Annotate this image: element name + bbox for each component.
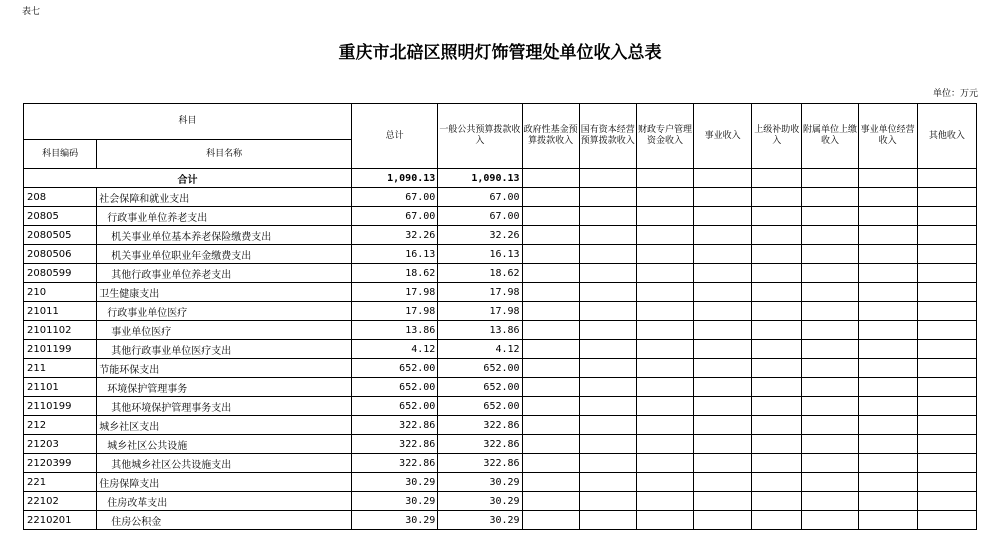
empty-cell (802, 435, 858, 454)
total-cell: 30.29 (352, 473, 438, 492)
empty-cell (694, 302, 752, 321)
empty-cell (522, 378, 579, 397)
empty-cell (636, 321, 693, 340)
empty-cell (522, 492, 579, 511)
empty-cell (522, 302, 579, 321)
empty-cell (752, 207, 802, 226)
total-general-value: 1,090.13 (438, 169, 522, 188)
empty-cell (858, 435, 917, 454)
empty-cell (752, 302, 802, 321)
subject-name: 其他行政事业单位医疗支出 (97, 340, 352, 359)
empty-cell (636, 511, 693, 530)
subject-code: 221 (24, 473, 97, 492)
empty-cell (522, 226, 579, 245)
empty-cell (694, 359, 752, 378)
subject-name: 其他城乡社区公共设施支出 (97, 454, 352, 473)
empty-cell (522, 416, 579, 435)
empty-cell (694, 378, 752, 397)
table-row (24, 283, 977, 302)
empty-cell (636, 283, 693, 302)
empty-cell (579, 397, 636, 416)
subject-code: 21101 (24, 378, 97, 397)
empty-cell (802, 397, 858, 416)
empty-cell (917, 473, 976, 492)
empty-cell (858, 492, 917, 511)
empty-cell (802, 264, 858, 283)
empty-cell (858, 416, 917, 435)
empty-cell (858, 397, 917, 416)
empty-cell (636, 359, 693, 378)
empty-cell (636, 302, 693, 321)
empty-cell (917, 359, 976, 378)
subject-code: 2080506 (24, 245, 97, 264)
empty-cell (858, 378, 917, 397)
empty-cell (522, 454, 579, 473)
page-title: 重庆市北碚区照明灯饰管理处单位收入总表 (338, 43, 662, 63)
empty-cell (802, 492, 858, 511)
empty-cell (802, 340, 858, 359)
empty-cell (579, 435, 636, 454)
empty-cell (636, 340, 693, 359)
empty-cell (858, 245, 917, 264)
empty-cell (579, 416, 636, 435)
table-row (24, 340, 977, 359)
empty-cell (694, 492, 752, 511)
empty-cell (694, 511, 752, 530)
table-row (24, 473, 977, 492)
empty-cell (917, 435, 976, 454)
subject-code: 212 (24, 416, 97, 435)
total-value: 1,090.13 (352, 169, 438, 188)
empty-cell (694, 473, 752, 492)
empty-cell (522, 435, 579, 454)
empty-cell (917, 340, 976, 359)
empty-cell (579, 264, 636, 283)
empty-cell (694, 435, 752, 454)
subject-name: 卫生健康支出 (97, 283, 352, 302)
empty-cell (917, 416, 976, 435)
general-budget-cell: 322.86 (438, 454, 522, 473)
empty-cell (802, 245, 858, 264)
header-business-income: 事业收入 (694, 104, 752, 169)
subject-code: 2080599 (24, 264, 97, 283)
total-row (24, 169, 977, 188)
empty-cell (858, 511, 917, 530)
empty-cell (917, 378, 976, 397)
empty-cell (802, 302, 858, 321)
general-budget-cell: 17.98 (438, 302, 522, 321)
empty-cell (802, 283, 858, 302)
empty-cell (694, 416, 752, 435)
subject-name: 城乡社区公共设施 (97, 435, 352, 454)
subject-code: 22102 (24, 492, 97, 511)
empty-cell (858, 359, 917, 378)
empty-cell (858, 302, 917, 321)
empty-cell (858, 226, 917, 245)
subject-name: 住房改革支出 (97, 492, 352, 511)
general-budget-cell: 18.62 (438, 264, 522, 283)
header-total: 总计 (352, 104, 438, 169)
empty-cell (802, 359, 858, 378)
header-special-account: 财政专户管理资金收入 (636, 104, 693, 169)
general-budget-cell: 652.00 (438, 397, 522, 416)
empty-cell (917, 226, 976, 245)
subject-code: 2110199 (24, 397, 97, 416)
general-budget-cell: 32.26 (438, 226, 522, 245)
empty-cell (858, 454, 917, 473)
empty-cell (858, 283, 917, 302)
table-row (24, 378, 977, 397)
subject-code: 208 (24, 188, 97, 207)
total-cell: 17.98 (352, 302, 438, 321)
empty-cell (752, 264, 802, 283)
empty-cell (917, 302, 976, 321)
empty-cell (752, 435, 802, 454)
empty-cell (579, 473, 636, 492)
empty-cell (636, 378, 693, 397)
empty-cell (579, 492, 636, 511)
subject-name: 其他环境保护管理事务支出 (97, 397, 352, 416)
table-row (24, 188, 977, 207)
subject-name: 事业单位医疗 (97, 321, 352, 340)
subject-name: 住房公积金 (97, 511, 352, 530)
header-state-capital: 国有资本经营预算拨款收入 (579, 104, 636, 169)
total-cell: 16.13 (352, 245, 438, 264)
empty-cell (636, 492, 693, 511)
header-other: 其他收入 (917, 104, 976, 169)
general-budget-cell: 13.86 (438, 321, 522, 340)
empty-cell (636, 435, 693, 454)
empty-cell (802, 454, 858, 473)
empty-cell (752, 283, 802, 302)
table-row (24, 226, 977, 245)
empty-cell (636, 207, 693, 226)
subject-code: 2101102 (24, 321, 97, 340)
table-row (24, 302, 977, 321)
empty-cell (858, 473, 917, 492)
total-cell: 30.29 (352, 511, 438, 530)
table-row (24, 511, 977, 530)
empty-cell (522, 511, 579, 530)
empty-cell (579, 207, 636, 226)
total-cell: 67.00 (352, 188, 438, 207)
total-cell: 13.86 (352, 321, 438, 340)
empty-cell (752, 416, 802, 435)
total-cell: 322.86 (352, 454, 438, 473)
empty-cell (636, 416, 693, 435)
empty-cell (858, 188, 917, 207)
subject-name: 其他行政事业单位养老支出 (97, 264, 352, 283)
empty-cell (752, 454, 802, 473)
table-row (24, 359, 977, 378)
table-number-label: 表七 (22, 7, 41, 17)
empty-cell (636, 188, 693, 207)
subject-code: 20805 (24, 207, 97, 226)
subject-name: 机关事业单位基本养老保险缴费支出 (97, 226, 352, 245)
empty-cell (917, 397, 976, 416)
table-row (24, 207, 977, 226)
empty-cell (579, 302, 636, 321)
empty-cell (636, 473, 693, 492)
empty-cell (858, 340, 917, 359)
empty-cell (694, 283, 752, 302)
general-budget-cell: 322.86 (438, 435, 522, 454)
empty-cell (752, 188, 802, 207)
header-gov-fund: 政府性基金预算拨款收入 (522, 104, 579, 169)
total-label: 合计 (24, 169, 352, 188)
empty-cell (694, 264, 752, 283)
empty-cell (694, 245, 752, 264)
empty-cell (802, 473, 858, 492)
table-row (24, 435, 977, 454)
empty-cell (917, 245, 976, 264)
subject-name: 机关事业单位职业年金缴费支出 (97, 245, 352, 264)
total-cell: 322.86 (352, 435, 438, 454)
empty-cell (579, 359, 636, 378)
total-cell: 652.00 (352, 359, 438, 378)
empty-cell (917, 454, 976, 473)
empty-cell (917, 207, 976, 226)
empty-cell (752, 473, 802, 492)
table-row (24, 397, 977, 416)
empty-cell (522, 188, 579, 207)
empty-cell (522, 321, 579, 340)
header-operation: 事业单位经营收入 (858, 104, 917, 169)
total-cell: 32.26 (352, 226, 438, 245)
subject-code: 210 (24, 283, 97, 302)
empty-cell (694, 321, 752, 340)
empty-cell (579, 454, 636, 473)
empty-cell (752, 359, 802, 378)
subject-name: 城乡社区支出 (97, 416, 352, 435)
empty-cell (752, 397, 802, 416)
general-budget-cell: 652.00 (438, 378, 522, 397)
general-budget-cell: 4.12 (438, 340, 522, 359)
empty-cell (802, 226, 858, 245)
header-subordinate: 附属单位上缴收入 (802, 104, 858, 169)
empty-cell (917, 492, 976, 511)
empty-cell (917, 188, 976, 207)
subject-name: 行政事业单位医疗 (97, 302, 352, 321)
table-row (24, 492, 977, 511)
empty-cell (752, 245, 802, 264)
empty-cell (522, 264, 579, 283)
empty-cell (636, 264, 693, 283)
header-subject-code: 科目编码 (24, 140, 97, 169)
empty-cell (522, 473, 579, 492)
empty-cell (522, 207, 579, 226)
empty-cell (802, 207, 858, 226)
subject-name: 节能环保支出 (97, 359, 352, 378)
header-higher-subsidy: 上级补助收入 (752, 104, 802, 169)
empty-cell (522, 283, 579, 302)
general-budget-cell: 67.00 (438, 188, 522, 207)
empty-cell (579, 340, 636, 359)
empty-cell (522, 359, 579, 378)
empty-cell (752, 321, 802, 340)
empty-cell (752, 492, 802, 511)
subject-name: 环境保护管理事务 (97, 378, 352, 397)
general-budget-cell: 652.00 (438, 359, 522, 378)
empty-cell (802, 321, 858, 340)
table-row (24, 454, 977, 473)
empty-cell (917, 283, 976, 302)
general-budget-cell: 67.00 (438, 207, 522, 226)
general-budget-cell: 17.98 (438, 283, 522, 302)
empty-cell (752, 226, 802, 245)
subject-code: 2120399 (24, 454, 97, 473)
table-row (24, 264, 977, 283)
empty-cell (579, 321, 636, 340)
empty-cell (752, 340, 802, 359)
empty-cell (858, 264, 917, 283)
total-cell: 322.86 (352, 416, 438, 435)
empty-cell (579, 188, 636, 207)
subject-code: 21011 (24, 302, 97, 321)
income-summary-table (23, 103, 977, 530)
table-row (24, 321, 977, 340)
total-cell: 30.29 (352, 492, 438, 511)
subject-name: 行政事业单位养老支出 (97, 207, 352, 226)
subject-code: 2080505 (24, 226, 97, 245)
subject-code: 21203 (24, 435, 97, 454)
empty-cell (579, 511, 636, 530)
table-row (24, 245, 977, 264)
empty-cell (522, 340, 579, 359)
header-general-budget: 一般公共预算拨款收入 (438, 104, 522, 169)
empty-cell (694, 226, 752, 245)
empty-cell (694, 188, 752, 207)
subject-name: 社会保障和就业支出 (97, 188, 352, 207)
empty-cell (752, 511, 802, 530)
empty-cell (636, 226, 693, 245)
empty-cell (694, 207, 752, 226)
general-budget-cell: 30.29 (438, 511, 522, 530)
empty-cell (522, 397, 579, 416)
empty-cell (917, 511, 976, 530)
table-row (24, 416, 977, 435)
subject-code: 2210201 (24, 511, 97, 530)
empty-cell (858, 207, 917, 226)
empty-cell (802, 511, 858, 530)
general-budget-cell: 16.13 (438, 245, 522, 264)
total-cell: 18.62 (352, 264, 438, 283)
general-budget-cell: 30.29 (438, 492, 522, 511)
empty-cell (579, 245, 636, 264)
empty-cell (802, 378, 858, 397)
empty-cell (694, 454, 752, 473)
empty-cell (752, 378, 802, 397)
empty-cell (579, 283, 636, 302)
empty-cell (636, 454, 693, 473)
general-budget-cell: 322.86 (438, 416, 522, 435)
total-cell: 652.00 (352, 378, 438, 397)
empty-cell (636, 397, 693, 416)
empty-cell (579, 378, 636, 397)
empty-cell (694, 340, 752, 359)
total-cell: 17.98 (352, 283, 438, 302)
header-subject: 科目 (24, 104, 352, 140)
subject-code: 2101199 (24, 340, 97, 359)
empty-cell (802, 416, 858, 435)
empty-cell (579, 226, 636, 245)
general-budget-cell: 30.29 (438, 473, 522, 492)
total-cell: 4.12 (352, 340, 438, 359)
total-cell: 652.00 (352, 397, 438, 416)
header-subject-name: 科目名称 (97, 140, 352, 169)
empty-cell (917, 264, 976, 283)
subject-name: 住房保障支出 (97, 473, 352, 492)
unit-label: 单位：万元 (932, 89, 978, 99)
empty-cell (858, 321, 917, 340)
empty-cell (522, 245, 579, 264)
subject-code: 211 (24, 359, 97, 378)
total-cell: 67.00 (352, 207, 438, 226)
empty-cell (636, 245, 693, 264)
empty-cell (694, 397, 752, 416)
empty-cell (917, 321, 976, 340)
empty-cell (802, 188, 858, 207)
